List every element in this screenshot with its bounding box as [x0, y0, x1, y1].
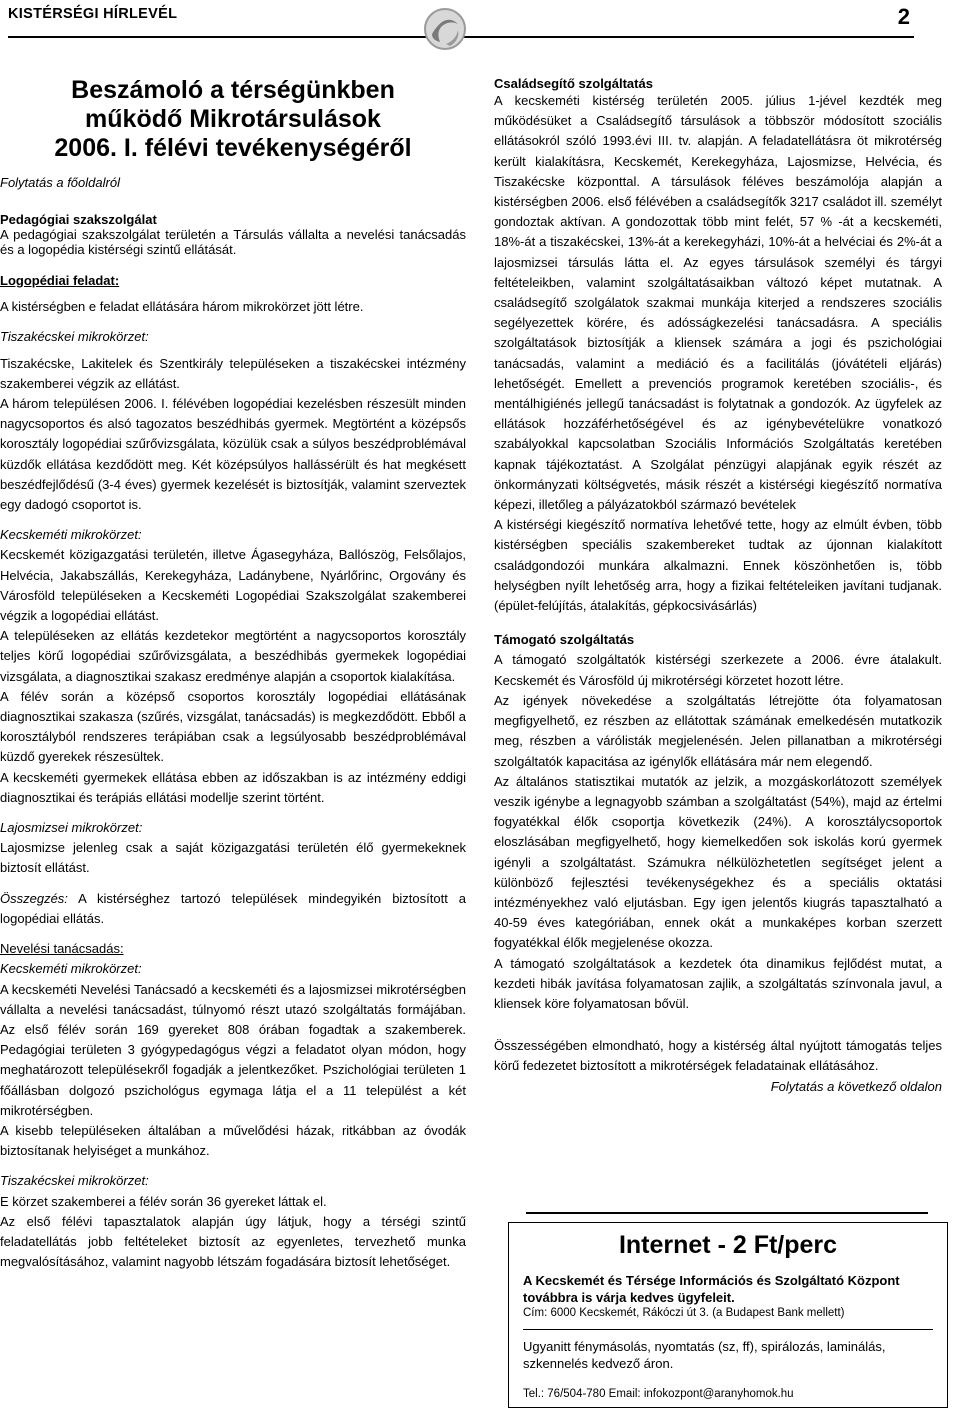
paragraph: Az általános statisztikai mutatók az jelzik, a mozgáskorlátozott személyek veszik igénybe a legnagyobb számban a szolgáltatást (54%), majd az értelmi fogyatékkal élők csoportja következik (24%). A korosztálycsoportok eloszlásában megfigyelhető, hogy kiemelkedően sok iskolás korú gyermek igényli a szolgáltatást. Számukra nélkülözhetetlen segítséget jelent a különböző fejlesztési tevékenységekhez és a speciális oktatási intézményekhez való eljutásban. Egy igen jelentős kiugrás tapasztalható a 40-59 éves kategóriában, ennek okát a munkaképes korban szerzett fogyatékkal élők megjelenése okozza. [494, 773, 942, 951]
subsection-heading: Kecskeméti mikrokörzet: [0, 527, 142, 543]
section-heading: Logopédiai feladat: [0, 273, 120, 288]
continued-from-front: Folytatás a főoldalról [0, 175, 120, 190]
paragraph: A pedagógiai szakszolgálat területén a Társulás vállalta a nevelési tanácsadás és a logopédia kistérségi szintű ellátását. [0, 227, 466, 257]
subsection-heading: Kecskeméti mikrokörzet: [0, 961, 142, 977]
section-heading: Támogató szolgáltatás [494, 632, 635, 648]
ad-address: Cím: 6000 Kecskemét, Rákóczi út 3. (a Budapest Bank mellett) [523, 1307, 845, 1319]
internet-ad-box [508, 1222, 948, 1408]
paragraph: A településeken az ellátás kezdetekor megtörtént a nagycsoportos korosztály teljes körű logopédiai szűrővizsgálata, a beszédhibás gyermekek logopédiai vizsgálata, a diagnosztikai szakasz eredménye alapján a csoportok kialakítása. [0, 628, 466, 684]
page-number: 2 [897, 4, 910, 29]
paragraph: Kecskemét közigazgatási területén, illetve Ágasegyháza, Ballószög, Felsőlajos, Helvécia, Jakabszállás, Kerekegyháza, Ladánybene, Nyárlőrinc, Orgovány és Városföld településeken a Kecskeméti Logopédiai Szakszolgálat szakemberei végzik a logopédiai ellátást. [0, 547, 466, 624]
paragraph: A kistérségi kiegészítő normatíva lehetővé tette, hogy az elmúlt évben, több kistérségben speciális szakembereket tudtak az újonnan kialakított családgondozói munkára alkalmazni. Ennek köszönhetően is, több helységben nyílt lehetőség arra, hogy a fizikai feltételeiken javítani tudjanak. (épület-felújítás, átalakítás, gépkocsivásárlás) [494, 517, 942, 614]
section-heading: Családsegítő szolgáltatás [494, 76, 653, 91]
paragraph: A kistérségben e feladat ellátására három mikrokörzet jött létre. [0, 299, 364, 315]
closing-paragraph [494, 1036, 942, 1094]
ad-services: Ugyanitt fénymásolás, nyomtatás (sz, ff), spirálozás, laminálás, szkennelés kedvező áron. [523, 1339, 886, 1371]
right-column [494, 76, 942, 1097]
newsletter-logo-icon [420, 4, 470, 54]
paragraph: A támogató szolgáltatások a kezdetek óta dinamikus fejlődést mutat, a kezdeti hibák javítása folyamatosan zajlik, a szolgáltatás színvonala javul, a kliensek köre folyamatosan bővül. [494, 955, 942, 1011]
paragraph: A félév során a középső csoportos korosztály logopédiai ellátásának diagnosztikai szakasza (szűrés, vizsgálat, tanácsadás) is megkezdődött. Ebből a korosztályból rendszeres terápiában csak a legsúlyosabb beszédproblémával küzdő gyerekek részesültek. [0, 688, 466, 765]
paragraph: Az első félévi tapasztalatok alapján úgy látjuk, hogy a térségi szintű feladatellátás jobb feltételeket biztosít az egyenletes, tervezhető munka megvalósításához, valamint nagyobb létszám fogadására biztosít lehetőséget. [0, 1213, 466, 1270]
paragraph: A kecskeméti kistérség területén 2005. július 1-jével kezdték meg működésüket a Családsegítő társulások a többször módosított szociális ellátásokról szóló 1993.évi III. tv. alapján. A feladatellátásra öt mikrotérség került kialakításra, Kecskemét, Kerekegyháza, Lajosmizse, Helvécia, és Tiszakécske központtal. A társulások féléves beszámolója alapján a kistérségben 2006. első félévében a családsegítők 3217 családot ill. személyt gondoztak aktívan. A gondozottak több mint felét, 57 % -át a kecskeméti, 18%-át a tiszakécskei, 13%-át a kerekegyházi, 10%-át a helvéciai és 2%-át a lajosmizsei társulás látta el. Az egyes társulások személyi és tárgyi feltételeikben, valamint szolgáltatásaikban változó képet mutatnak. A családsegítő szolgálatok szakmai munkája kiterjed a rendszeres szociális segélyezettek körére, és adósságkezelési tanácsadásra. A speciális szolgáltatások biztosítják a kliensek számára a jogi és pszichológiai tanácsadás, valamint a mediáció és a facilitálás (jóvátételi eljárás) lehetőségét. Emellett a prevenciós programok keretében szociális-, és mentálhigiénés jellegű tanácsadást is folytatnak a gondozók. Az ügyfelek az ellátások hozzáférhetőségével és az igénybevételükre vonatkozó szabályokkal kapcsolatban Szociális Információs Szolgáltatás keretében kapnak tájékoztatást. A Szolgálat pénzügyi alapjának egyik részét az önkormányzati költségvetés, másik részét a kistérségi kiegészítő normatíva képezi, illetőleg a pályázatokból származó bevételek [494, 93, 942, 513]
summary-label: Összegzés: [0, 890, 68, 906]
subsection-heading: Lajosmizsei mikrokörzet: [0, 820, 143, 836]
continued-next-page: Folytatás a következő oldalon [770, 1078, 942, 1094]
closing-text: Összességében elmondható, hogy a kistérség által nyújtott támogatás teljes körű fedezetet biztosított a mikrotérségek feladatainak ellátásához. [494, 1038, 942, 1074]
ad-divider [526, 1212, 928, 1214]
paragraph: A támogató szolgáltatók kistérségi szerkezete a 2006. évre átalakult. Kecskemét és Városföld új mikrotérségi körzetet hozott létre. [494, 652, 942, 688]
newsletter-title: KISTÉRSÉGI HÍRLEVÉL [8, 6, 178, 22]
ad-headline: Internet - 2 Ft/perc [618, 1231, 838, 1259]
ad-separator [523, 1329, 933, 1330]
ad-contact: Tel.: 76/504-780 Email: infokozpont@aranyhomok.hu [523, 1388, 794, 1400]
paragraph: A három településen 2006. I. félévében logopédiai kezelésben részesült minden nagycsoportos és alsó tagozatos beszédhibás gyermek. Megtörtént a középsős korosztály logopédiai szűrővizsgálata, közülük csak a súlyos beszédproblémával küzdők ellátása kezdődött meg. Két középsúlyos hallássérült és hat megkésett beszédfejlődésű (3-4 éves) gyermek kezelését is biztosítják, valamint szerveztek egy dadogó csoportot is. [0, 396, 466, 513]
paragraph: Tiszakécske, Lakitelek és Szentkirály településeken a tiszakécskei intézmény szakemberei végzik az ellátást. [0, 355, 466, 391]
subsection-heading: Tiszakécskei mikrokörzet: [0, 1173, 149, 1189]
summary-text: A kistérséghez tartozó települések mindegyikén biztosított a logopédiai ellátás. [0, 890, 466, 926]
article-title: Beszámoló a térségünkben működő Mikrotársulások 2006. I. félévi tevékenységéről [54, 76, 412, 162]
paragraph: A kisebb településeken általában a művelődési házak, ritkábban az óvodák biztosítanak helyiséget a munkához. [0, 1122, 466, 1159]
paragraph: A kecskeméti Nevelési Tanácsadó a kecskeméti és a lajosmizsei mikrotérségben vállalta a nevelési tanácsadást, túlnyomó részt utazó szolgáltatás formájában. Az első félév során 169 gyereket 808 órában fogadtak a szakemberek. Pedagógiai területen 3 gyógypedagógus végzi a feladatot olyan módon, hogy meghatározott településekről fogadják a jelentkezőket. Pszichológiai területen 1 főállásban dolgozó pszichológus egymaga látja el a 11 települést a két mikrotérségben. [0, 981, 466, 1118]
ad-organization: A Kecskemét és Térsége Információs és Szolgáltató Központ továbbra is várja kedves ügyfeleit. [523, 1273, 900, 1305]
left-column [0, 76, 466, 1272]
subsection-heading: Tiszakécskei mikrokörzet: [0, 329, 149, 345]
section-heading: Pedagógiai szakszolgálat [0, 212, 157, 227]
paragraph: A kecskeméti gyermekek ellátása ebben az időszakban is az intézmény eddigi diagnosztikai és terápiás ellátási modellje szerint történt. [0, 769, 466, 805]
paragraph: Az igények növekedése a szolgáltatás létrejötte óta folyamatosan megfigyelhető, ez részben az ellátottak számának emelkedésén mutatkozik meg, részben a várólisták megjelenésén. Jelen pillanatban a mikrotérségi szolgáltatók kapacitása az igénylők ellátására már nem elegendő. [494, 692, 942, 769]
section-heading: Nevelési tanácsadás: [0, 941, 124, 957]
summary-paragraph [0, 889, 466, 929]
paragraph: E körzet szakemberei a félév során 36 gyereket láttak el. [0, 1193, 327, 1209]
paragraph: Lajosmizse jelenleg csak a saját közigazgatási területén élő gyermekeknek biztosít ellátást. [0, 840, 466, 876]
